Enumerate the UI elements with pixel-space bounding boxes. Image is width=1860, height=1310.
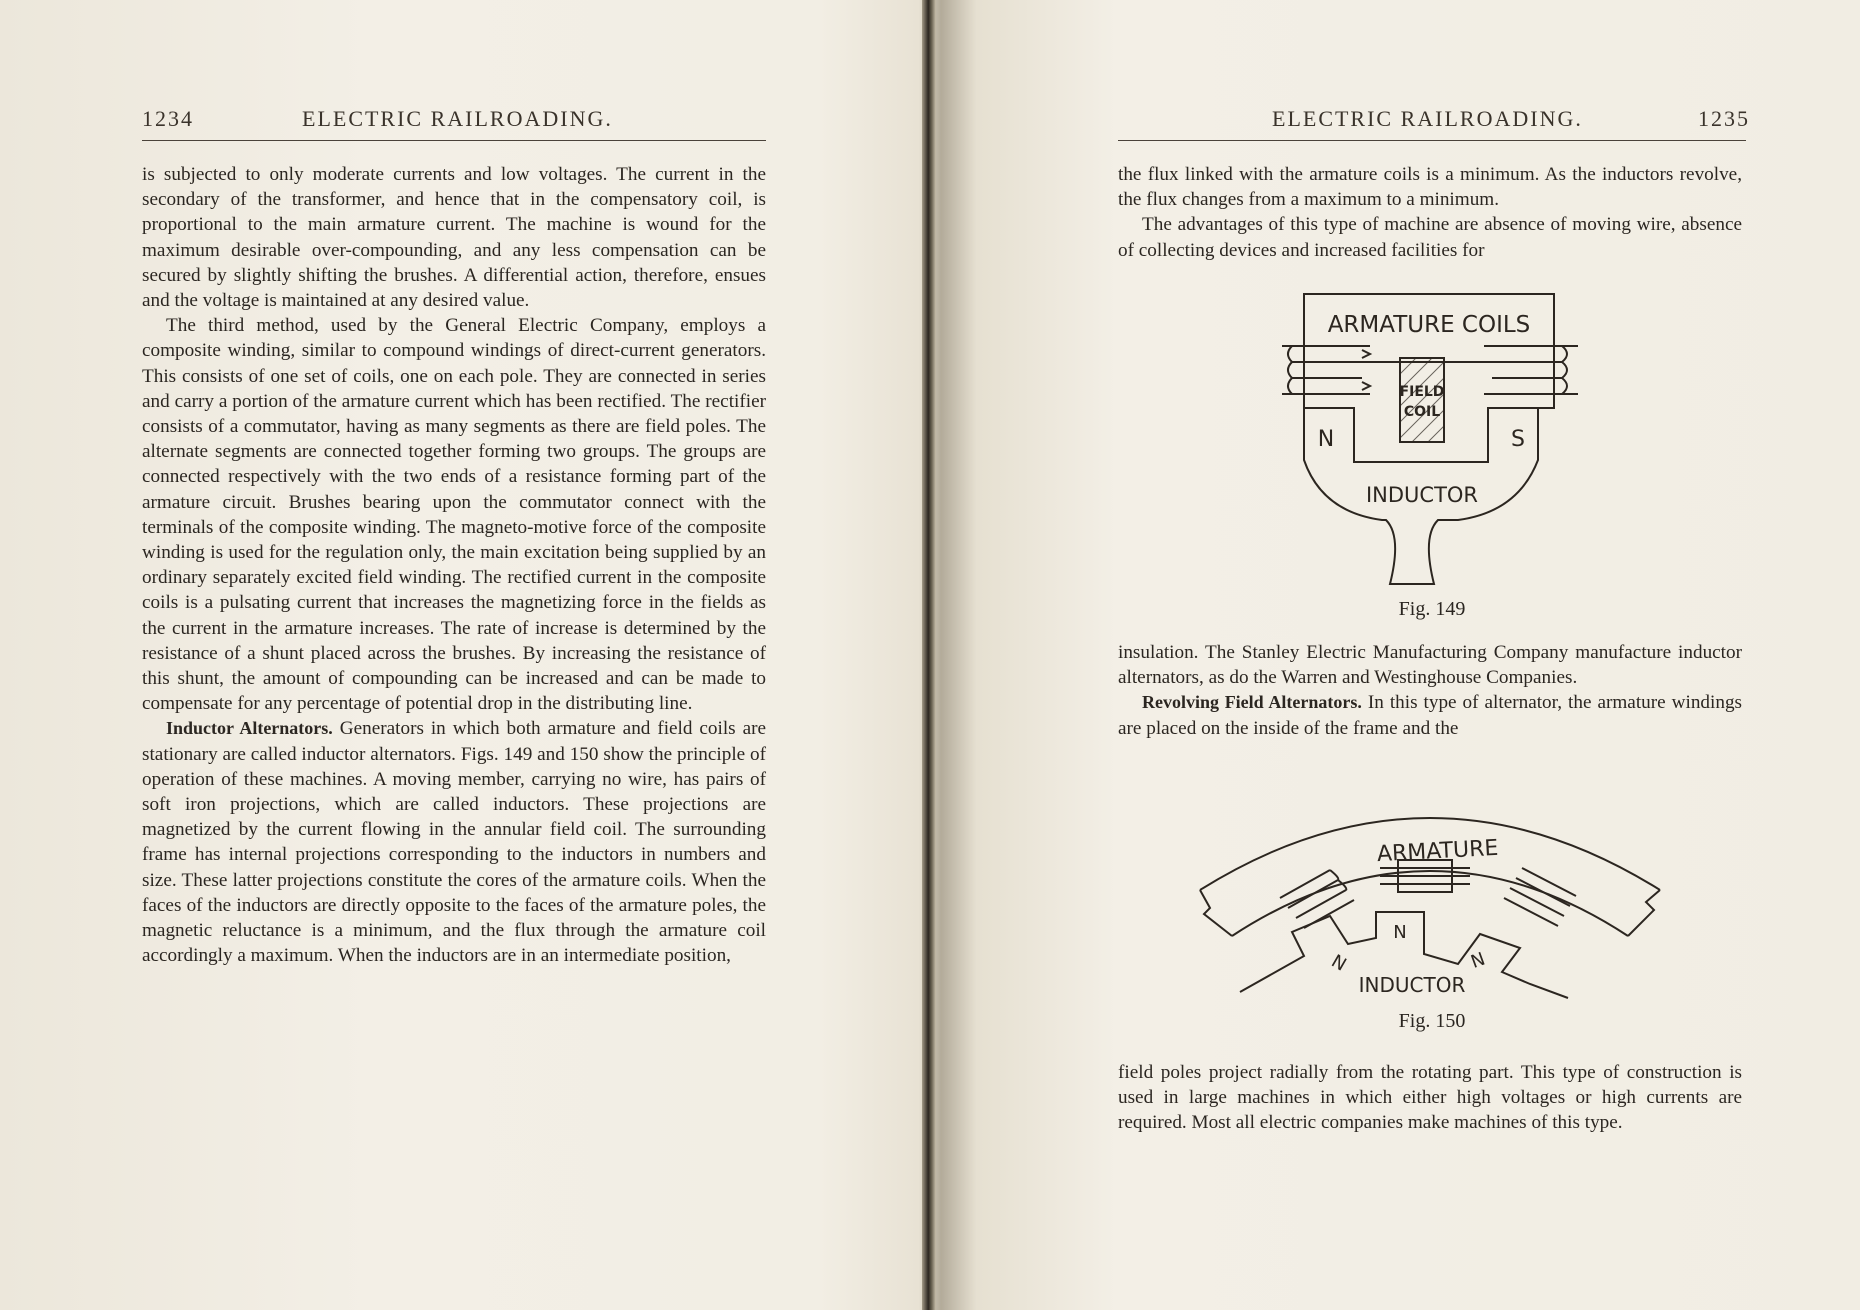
right-paragraph-1: the flux linked with the armature coils is a minimum. As the inductors revolve, the flux changes from a maximum to a minimum.: [1118, 164, 1742, 211]
right-page: [936, 0, 1860, 1310]
left-paragraph-1: is subjected to only moderate currents and low voltages. The current in the secondary of the transformer, and hence that in the compensatory coil, is proportional to the main armature current. The machine is wound for the maximum desirable over-compounding, and any less compensation can be secured by slightly shifting the brushes. A differential action, therefore, ensues and the voltage is maintained at any desired value.: [142, 164, 766, 312]
left-running-head: ELECTRIC RAILROADING.: [302, 106, 613, 131]
label-armature-coils: ARMATURE COILS: [1327, 312, 1531, 338]
right-text-middle: [1118, 640, 1742, 741]
right-head-rule: [1118, 140, 1746, 141]
label-s: S: [1511, 427, 1525, 452]
right-paragraph-3: insulation. The Stanley Electric Manufacturing Company manufacture inductor alternators, as do the Warren and Westinghouse Companies.: [1118, 642, 1742, 689]
left-text-column: [142, 162, 766, 969]
fig-149-caption: Fig. 149: [1398, 598, 1466, 620]
label-n-center: N: [1393, 922, 1407, 943]
label-n: N: [1317, 427, 1335, 452]
label-inductor-150: INDUCTOR: [1358, 973, 1466, 997]
left-head-rule: [142, 140, 766, 141]
label-coil: COIL: [1403, 404, 1441, 420]
right-paragraph-4: [1118, 690, 1742, 740]
right-text-bottom: [1118, 1060, 1742, 1136]
label-n-right: N: [1468, 948, 1489, 974]
left-page: [0, 0, 922, 1310]
coil-left: [1280, 870, 1354, 928]
inductor-alternator-diagram: [1282, 288, 1582, 594]
frame-inner-arc: [1232, 871, 1628, 936]
right-page-number: 1235: [1698, 106, 1750, 131]
book-spine: [922, 0, 936, 1310]
label-field: FIELD: [1399, 384, 1445, 400]
left-paragraph-3: [142, 716, 766, 968]
label-inductor: INDUCTOR: [1365, 483, 1479, 507]
right-paragraph-5: field poles project radially from the rotating part. This type of construction is used in large machines in which either high voltages or high currents are required. Most all electric companies make machines of this type.: [1118, 1062, 1742, 1134]
inductor-alternators-text: Generators in which both armature and field coils are stationary are called inductor alternators. Figs. 149 and 150 show the principle of operation of these machines. A moving member, carrying no wire, has pairs of soft iron projections, which are called inductors. These projections are magnetized by the current flowing in the annular field coil. The surrounding frame has internal projections corresponding to the inductors in numbers and size. These latter projections constitute the cores of the armature coils. When the faces of the inductors are directly opposite to the faces of the armature poles, the magnetic reluctance is a minimum, and the flux through the armature coil accordingly a maximum. When the inductors are in an intermediate position,: [142, 718, 767, 967]
section-heading-revolving-field: Revolving Field Alternators.: [1142, 692, 1362, 713]
right-text-top: [1118, 162, 1742, 263]
right-running-head: ELECTRIC RAILROADING.: [1272, 106, 1583, 131]
label-n-left: N: [1327, 950, 1350, 976]
left-paragraph-2: The third method, used by the General Electric Company, employs a composite winding, similar to compound windings of direct-current generators. This consists of one set of coils, one on each pole. They are connected in series and carry a portion of the armature current which has been rectified. The rectifier consists of a commutator, having as many segments as there are field poles. The alternate segments are connected together forming two groups. The groups are connected respectively with the two ends of a resistance forming part of the armature circuit. Brushes bearing upon the commutator connect with the terminals of the composite winding. The magneto-motive force of the composite winding is used for the regulation only, the main excitation being supplied by an ordinary separately excited field winding. The rectified current in the composite coils is a pulsating current that increases the magnetizing force in the fields as the current in the armature increases. The rate of increase is determined by the resistance of a shunt placed across the brushes. By increasing the resistance of this shunt, the amount of compounding can be increased and can be made to compensate for any percentage of potential drop in the distributing line.: [142, 315, 766, 715]
armature-coil-left: [1282, 346, 1370, 394]
armature-coil-right: [1484, 346, 1578, 394]
label-armature: ARMATURE: [1376, 835, 1499, 868]
right-paragraph-2: The advantages of this type of machine are absence of moving wire, absence of collecting devices and increased facilities for: [1118, 214, 1742, 261]
figure-149: [1282, 288, 1582, 594]
revolving-field-text: In this type of alternator, the armature windings are placed on the inside of the frame and the: [1118, 692, 1743, 739]
figure-150: [1180, 806, 1680, 1002]
coil-right: [1504, 868, 1576, 926]
revolving-field-diagram: [1180, 806, 1680, 1002]
fig-150-caption: Fig. 150: [1398, 1010, 1466, 1032]
left-page-number: 1234: [142, 106, 194, 131]
section-heading-inductor-alternators: Inductor Alternators.: [166, 718, 333, 739]
